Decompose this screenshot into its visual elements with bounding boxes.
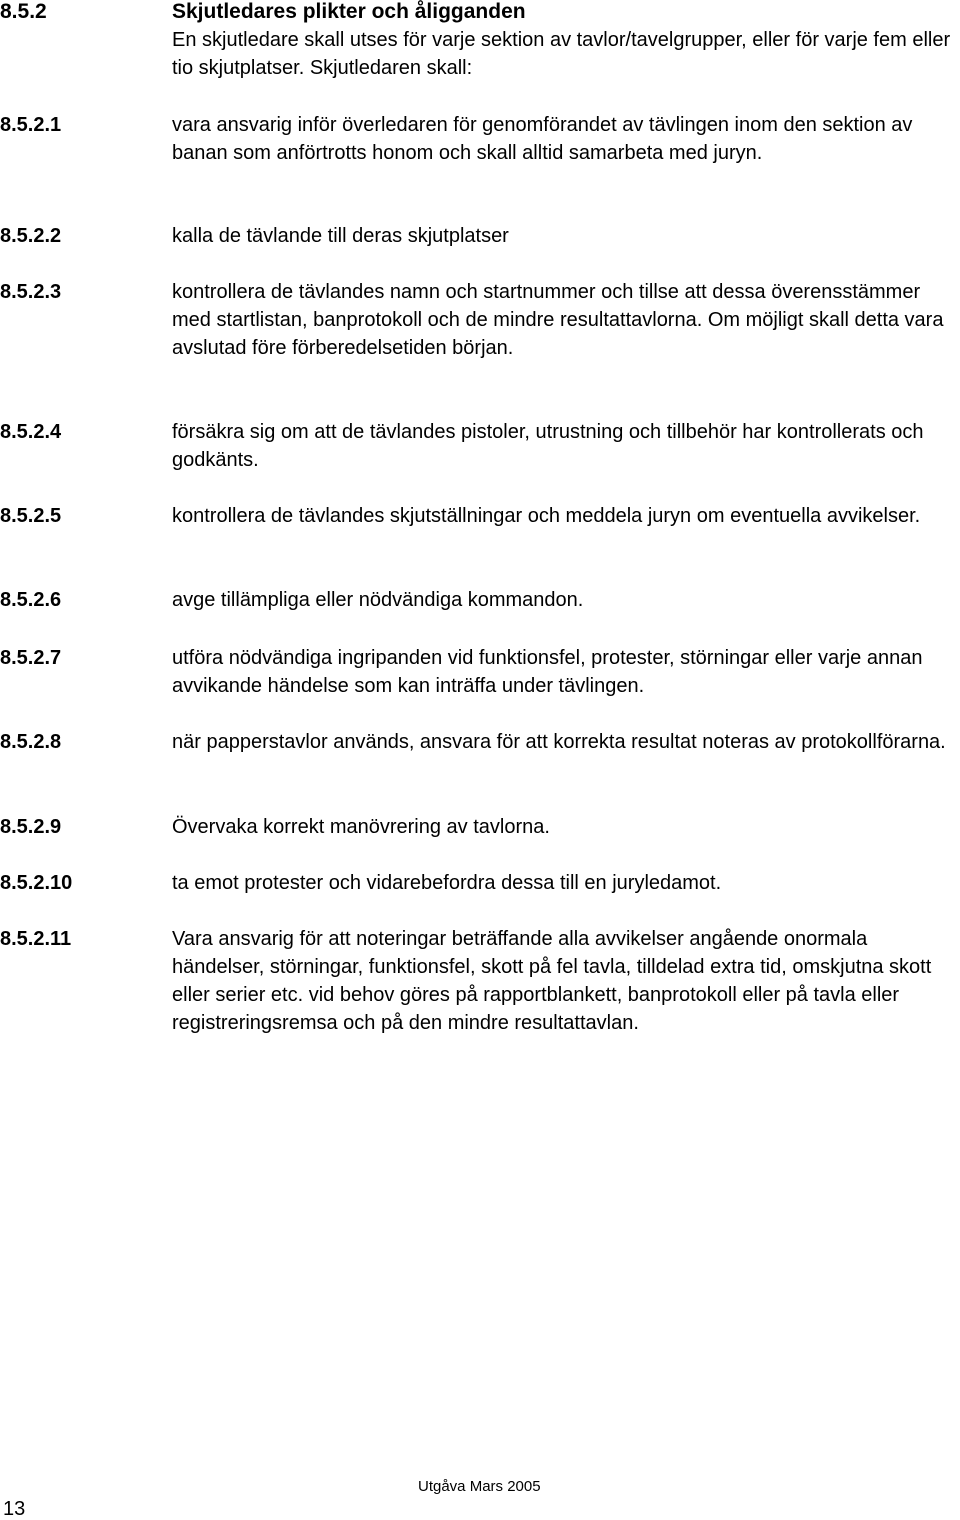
item-text: kontrollera de tävlandes skjutställningar och meddela juryn om eventuella avvikelser.	[172, 505, 921, 527]
item-text: när papperstavlor används, ansvara för att korrekta resultat noteras av protokollförarna.	[172, 731, 946, 753]
item-number: 8.5.2.3	[0, 281, 62, 303]
item-number: 8.5.2.6	[0, 589, 62, 611]
item-number: 8.5.2.9	[0, 816, 62, 838]
section-intro: En skjutledare skall utses för varje sektion av tavlor/tavelgrupper, eller för varje fem eller tio skjutplatser. Skjutledaren skall:	[172, 29, 951, 79]
item-text: kalla de tävlande till deras skjutplatser	[172, 225, 509, 247]
item-text: försäkra sig om att de tävlandes pistoler, utrustning och tillbehör har kontrollerats och godkänts.	[172, 421, 924, 471]
item-number: 8.5.2.4	[0, 421, 62, 443]
page-number: 13	[3, 1498, 26, 1520]
item-text: kontrollera de tävlandes namn och startnummer och tillse att dessa överensstämmer med startlistan, banprotokoll och de mindre resultattavlorna. Om möjligt skall detta vara avslutad före förberedelsetiden början.	[172, 281, 944, 359]
item-number: 8.5.2.7	[0, 647, 62, 669]
item-number: 8.5.2.8	[0, 731, 62, 753]
item-text: Övervaka korrekt manövrering av tavlorna.	[172, 816, 550, 838]
item-number: 8.5.2.5	[0, 505, 62, 527]
item-number: 8.5.2.10	[0, 872, 73, 894]
item-number: 8.5.2.1	[0, 114, 62, 136]
footer-edition: Utgåva Mars 2005	[418, 1478, 541, 1495]
item-number: 8.5.2.11	[0, 928, 72, 950]
item-text: utföra nödvändiga ingripanden vid funktionsfel, protester, störningar eller varje annan avvikande händelse som kan inträffa under tävlingen.	[172, 647, 923, 697]
section-title: Skjutledares plikter och åligganden	[172, 0, 526, 23]
item-number: 8.5.2.2	[0, 225, 62, 247]
item-text: Vara ansvarig för att noteringar beträffande alla avvikelser angående onormala händelser, störningar, funktionsfel, skott på fel tavla, tilldelad extra tid, omskjutna skott eller serier etc. vid behov göres på rapportblankett, banprotokoll eller på tavla eller registreringsremsa och på den mindre resultattavlan.	[172, 928, 932, 1034]
section-number: 8.5.2	[0, 0, 47, 23]
item-text: ta emot protester och vidarebefordra dessa till en juryledamot.	[172, 872, 722, 894]
item-text: avge tillämpliga eller nödvändiga kommandon.	[172, 589, 584, 611]
item-text: vara ansvarig inför överledaren för genomförandet av tävlingen inom den sektion av banan som anförtrotts honom och skall alltid samarbeta med juryn.	[172, 114, 913, 164]
